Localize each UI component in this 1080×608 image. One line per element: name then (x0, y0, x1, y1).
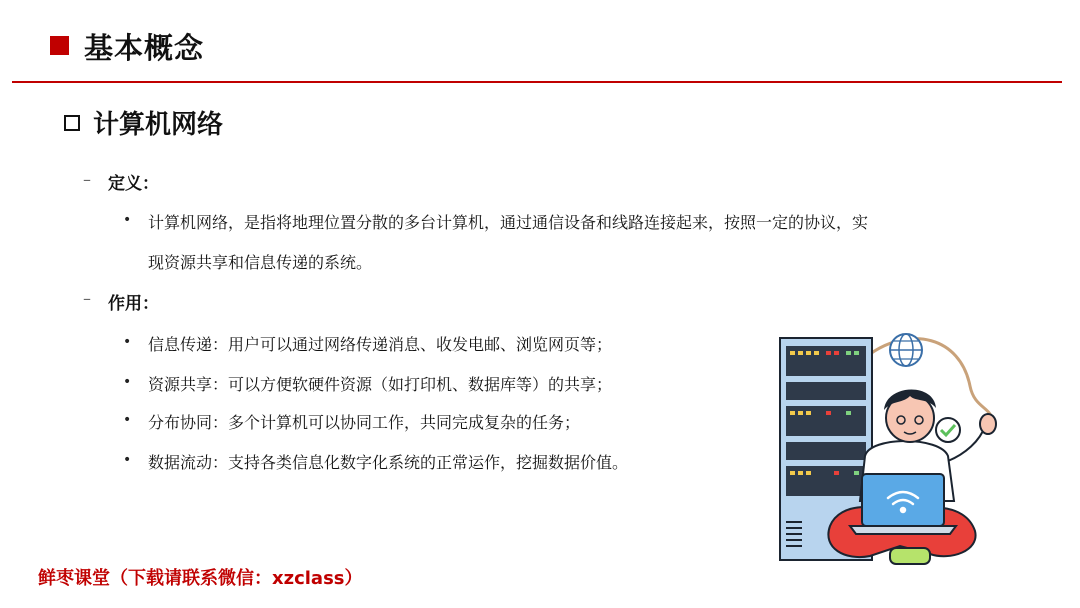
page-title: 基本概念 (84, 31, 205, 65)
bullet-dot-icon: • (123, 412, 132, 428)
laptop-icon (850, 474, 956, 534)
globe-icon (890, 334, 922, 366)
definition-line-1: 计算机网络，是指将地理位置分散的多台计算机，通过通信设备和线路连接起来，按照一定的协议，实 (148, 213, 869, 232)
function-item: 资源共享：可以方便软硬件资源（如打印机、数据库等）的共享； (148, 375, 613, 394)
definition-heading: 定义： (108, 174, 159, 194)
section-title: 计算机网络 (93, 110, 224, 140)
function-heading: 作用： (108, 294, 159, 314)
title-square-icon (50, 36, 69, 55)
footer-credit: 鲜枣课堂（下载请联系微信：xzclass） (38, 568, 363, 589)
network-illustration (770, 326, 1010, 576)
bullet-dot-icon: • (123, 452, 132, 468)
function-item: 数据流动：支持各类信息化数字化系统的正常运作，挖掘数据价值。 (148, 453, 629, 472)
bullet-dot-icon: • (123, 212, 132, 228)
definition-line-2: 现资源共享和信息传递的系统。 (148, 253, 373, 272)
dash-icon: – (83, 289, 91, 308)
bullet-dot-icon: • (123, 374, 132, 390)
function-item: 分布协同：多个计算机可以协同工作，共同完成复杂的任务； (148, 413, 581, 432)
bullet-dot-icon: • (123, 334, 132, 350)
check-badge-icon (936, 418, 960, 442)
checkbox-icon (64, 115, 80, 131)
title-divider (12, 81, 1062, 83)
function-item: 信息传递：用户可以通过网络传递消息、收发电邮、浏览网页等； (148, 335, 613, 354)
dash-icon: – (83, 170, 91, 189)
